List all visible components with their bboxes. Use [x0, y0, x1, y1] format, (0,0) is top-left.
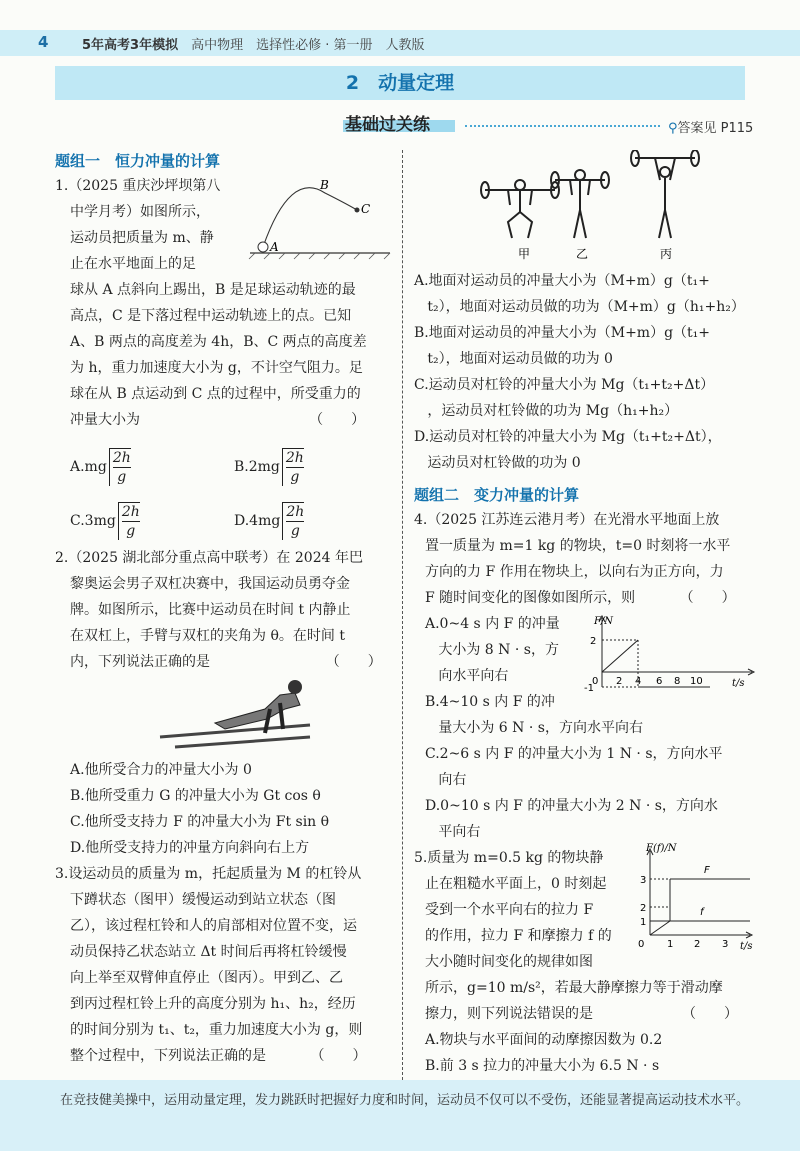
fig-label-jia: 甲: [518, 247, 531, 261]
page-number: 4: [38, 33, 49, 51]
q2-figure-parallel-bars: [155, 675, 315, 755]
q4-option-c[interactable]: C.2~6 s 内 F 的冲量大小为 1 N · s，方向水平: [425, 746, 723, 762]
q1-option-c[interactable]: C.3mg $\frac{2h}{g}$: [70, 504, 140, 539]
practice-title: 基础过关练: [345, 115, 430, 135]
q1-figure: [245, 175, 395, 260]
q4-graph: [580, 612, 765, 700]
q4-option-a[interactable]: A.0~4 s 内 F 的冲量: [425, 616, 560, 632]
q3-figure-weightlifter: [470, 150, 710, 265]
page: 4 5年高考3年模拟 高中物理 选择性必修 · 第一册 人教版 2 动量定理 基础过关练 ⚲答案见 P115 题组一 恒力冲量的计算 1.（2025 重庆沙坪坝第八 中学月考）如图所示， 运动员把质量为 m、静 止在水平地面上的足 球从 A 点斜向上踢出，B 是足球运动轨迹的最 高点，C 是下落过程中运动轨迹上的点。已知 A、B 两点的高度差为 4h，B、C 两点的高度差 为 h，重力加速度大小为 g，不计空气阻力。足 球在从 B 点运动到 C 点的过程中，所受重力的 冲量大小为 （ ） A B C A.mg $\frac{2h}{g}$ B.2mg $\frac{2h}{g}$ C.3mg $\frac{2h}{g}$ D.4mg $\frac{2h}{g}$ 2.（2025 湖北部分重点高中联考）在 2024 年巴 黎奥运会男子双杠决赛中，我国运动员勇夺金 牌。如图所示，比赛中运动员在时间 t 内静止 在双杠上，手臂与双杠的夹角为 θ。在时间 t 内，下列说法正确的是 （ ） A.他所受合力的冲量大小为 0 B.他所受重力 G 的冲量大小为 Gt cos θ C.他所受支持力 F 的冲量大小为 Ft sin θ D.他所受支持力的冲量方向斜向右上方 3.设运动员的质量为 m，托起质量为 M 的杠铃从 下蹲状态（图甲）缓慢运动到站立状态（图 乙），该过程杠铃和人的肩部相对位置不变，运 动员保持乙状态站立 Δt 时间后再将杠铃缓慢 向上举至双臂伸直停止（图丙）。甲到乙、乙 到丙过程杠铃上升的高度分别为 h₁、h₂，经历 的时间分别为 t₁、t₂，重力加速度大小为 g，则 整个过程中，下列说法正确的是 （ ） 甲 乙 丙 A.地面对运动员的冲量大小为（M+m）g（t₁+ t₂），地面对运动员做的功为（M+m）g（h₁+h₂） B.地面对运动员的冲量大小为（M+m）g（t₁+ t₂），地面对运动员做的功为 0 C.运动员对杠铃的冲量大小为 Mg（t₁+t₂+Δt） ，运动员对杠铃做的功为 Mg（h₁+h₂） D.运动员对杠铃的冲量大小为 Mg（t₁+t₂+Δt）， 运动员对杠铃做的功为 0 题组二 变力冲量的计算 4.（2025 江苏连云港月考）在光滑水平地面上放 置一质量为 m=1 kg 的物块，t=0 时刻将一水平 方向的力 F 作用在物块上，以向右为正方向，力 F 随时间变化的图像如图所示，则 （ ） A.0~4 s 内 F 的冲量 大小为 8 N · s，方 向水平向右 B.4~10 s 内 F 的冲 量大小为 6 N · s，方向水平向右 C.2~6 s 内 F 的冲量大小为 1 N · s，方向水平 向右 D.0~10 s 内 F 的冲量大小为 2 N · s，方向水 平向右 F/N t/s 0 2 4 6 8 10 2 -1 5.质量为 m=0.5 kg 的物块静 止在粗糙水平面上，0 时刻起 受到一个水平向右的拉力 F 的作用，拉力 F 和摩擦力 f 的 大小随时间变化的规律如图 所示，g=10 m/s²，若最大静摩擦力等于滑动摩 擦力，则下列说法错误的是 （ ） F(f)/N t/s 0 1 2 3 1 2 3 F f A.物块与水平面间的动摩擦因数为 0.2 B.前 3 s 拉力的冲量大小为 6.5 N · s 在竞技健美操中，运用动量定理，发力跳跃时把握好力度和时间，运动员不仅可以不受伤，还能显著提高运动技术水平。: [0, 0, 800, 1151]
q5-x-tick: 3: [722, 939, 729, 950]
q1-option-a[interactable]: A.mg $\frac{2h}{g}$: [70, 450, 131, 485]
q4-option-b[interactable]: B.4~10 s 内 F 的冲: [425, 694, 555, 710]
q2-option-c[interactable]: C.他所受支持力 F 的冲量大小为 Ft sin θ: [70, 814, 330, 830]
q4-y-tick: 2: [590, 636, 597, 647]
q5-option-b[interactable]: B.前 3 s 拉力的冲量大小为 6.5 N · s: [425, 1058, 660, 1074]
point-b-label: B: [320, 178, 329, 192]
q3-option-c[interactable]: C.运动员对杠铃的冲量大小为 Mg（t₁+t₂+Δt）: [414, 377, 715, 393]
group-1-heading: 题组一 恒力冲量的计算: [55, 152, 221, 170]
q5-curve-f-label: F: [704, 865, 710, 876]
q5-y-axis-label: F(f)/N: [646, 843, 677, 854]
q4-x-axis-label: t/s: [732, 678, 745, 689]
fig-label-yi: 乙: [576, 247, 589, 261]
q5-option-a[interactable]: A.物块与水平面间的动摩擦因数为 0.2: [425, 1032, 663, 1048]
q4-x-tick: 10: [690, 676, 703, 687]
header-title: [82, 34, 425, 53]
q4-x-tick: 0: [592, 676, 599, 687]
q5-x-tick: 2: [694, 939, 701, 950]
header-bar: [0, 30, 800, 56]
q5-curve-friction-label: f: [700, 907, 704, 918]
group-2-heading: 题组二 变力冲量的计算: [414, 486, 580, 504]
book-subject: 高中物理 选择性必修 · 第一册 人教版: [191, 38, 425, 53]
q5-x-tick: 1: [667, 939, 674, 950]
q4-y-axis-label: F/N: [594, 616, 614, 627]
q5-y-tick: 2: [640, 903, 647, 914]
q4-x-tick: 8: [674, 676, 681, 687]
magnifier-icon: ⚲: [668, 121, 678, 136]
q4-x-tick: 6: [656, 676, 663, 687]
q5-y-tick: 3: [640, 875, 647, 886]
q3-option-b[interactable]: B.地面对运动员的冲量大小为（M+m）g（t₁+: [414, 325, 711, 341]
q2-option-a[interactable]: A.他所受合力的冲量大小为 0: [70, 762, 252, 778]
answer-ref: ⚲答案见 P115: [668, 121, 754, 136]
q3-option-a[interactable]: A.地面对运动员的冲量大小为（M+m）g（t₁+: [414, 273, 710, 289]
q4-x-tick: 4: [635, 676, 642, 687]
q1-option-d[interactable]: D.4mg $\frac{2h}{g}$: [234, 504, 305, 539]
q4-x-tick: 2: [616, 676, 623, 687]
point-c-label: C: [361, 202, 371, 216]
footer-note: 在竞技健美操中，运用动量定理，发力跳跃时把握好力度和时间，运动员不仅可以不受伤，还能显著提高运动技术水平。: [60, 1093, 750, 1108]
q5-graph: [632, 843, 762, 955]
fig-label-bing: 丙: [660, 247, 673, 261]
point-a-label: A: [270, 240, 279, 254]
dotted-rule: [465, 125, 660, 127]
column-divider: [402, 150, 403, 1080]
q4-option-d[interactable]: D.0~10 s 内 F 的冲量大小为 2 N · s，方向水: [425, 798, 718, 814]
q4-y-tick: -1: [584, 683, 594, 694]
section-title: 2 动量定理: [55, 66, 745, 100]
q5-x-tick: 0: [638, 939, 645, 950]
q3-option-d[interactable]: D.运动员对杠铃的冲量大小为 Mg（t₁+t₂+Δt），: [414, 429, 722, 445]
book-title: 5年高考3年模拟: [82, 38, 179, 53]
q1-option-b[interactable]: B.2mg $\frac{2h}{g}$: [234, 450, 304, 485]
q2-option-b[interactable]: B.他所受重力 G 的冲量大小为 Gt cos θ: [70, 788, 321, 804]
q2-option-d[interactable]: D.他所受支持力的冲量方向斜向右上方: [70, 840, 310, 856]
q5-y-tick: 1: [640, 917, 647, 928]
q5-x-axis-label: t/s: [740, 941, 753, 952]
